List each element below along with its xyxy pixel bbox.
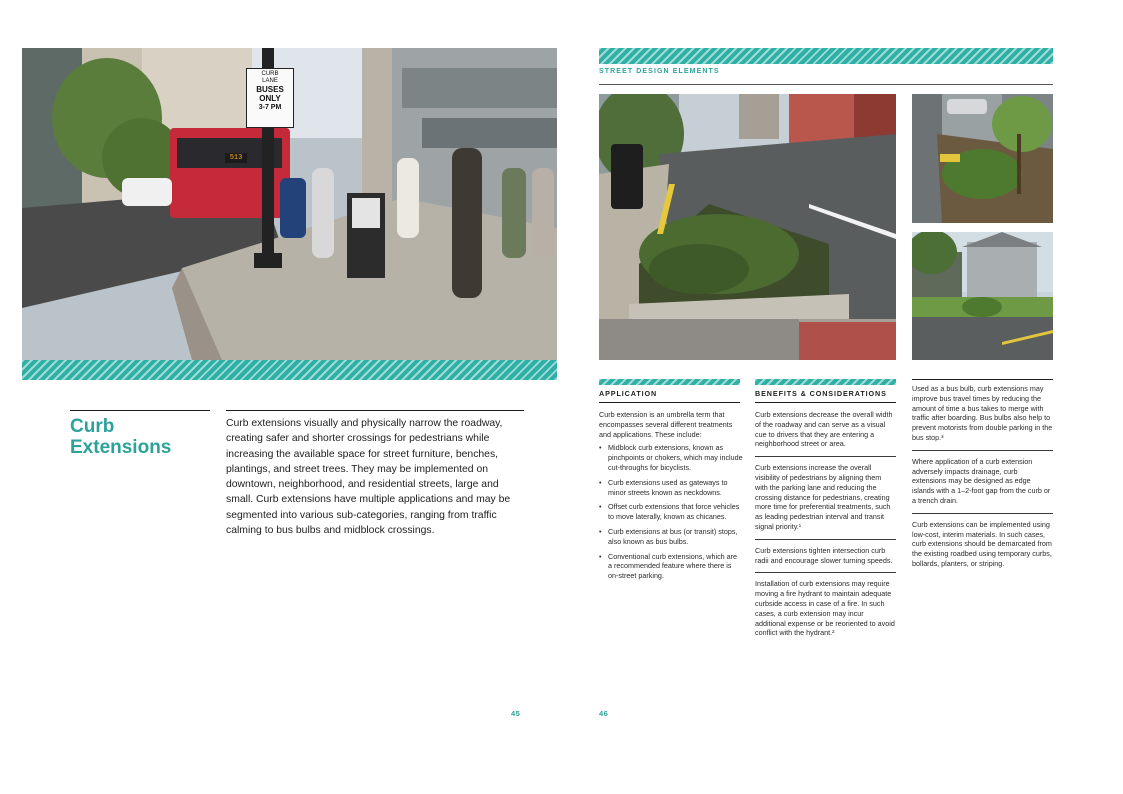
header-hatch-band	[599, 48, 1053, 64]
benefits-heading: BENEFITS & CONSIDERATIONS	[755, 389, 887, 398]
page-number-right: 46	[599, 709, 609, 718]
application-item: • Curb extensions used as gateways to minor streets known as neckdowns.	[599, 478, 743, 498]
bus-bulb-planting-photo	[912, 94, 1053, 223]
benefits-column	[755, 410, 896, 638]
benefits-paragraph: Installation of curb extensions may require moving a fire hydrant to maintain adequate curbside access in case of a fire. In such cases, a curb extension may incur additional expense or be reoriented to avoid conflict with the hydrant.²	[755, 579, 895, 638]
application-item: • Midblock curb extensions, known as pinchpoints or chokers, which may include cut-throughs for bicyclists.	[599, 443, 743, 472]
application-rule	[599, 402, 740, 403]
photo-hatch-band	[22, 360, 557, 380]
residential-curb-extension-photo	[912, 232, 1053, 360]
curb-extension-planting-photo	[599, 94, 896, 360]
section-label: STREET DESIGN ELEMENTS	[599, 68, 720, 75]
benefits-paragraph: Curb extensions decrease the overall width of the roadway and can serve as a visual cue to drivers that they are entering a neighborhood street or area.	[755, 410, 893, 449]
third-column-separator	[912, 450, 1053, 451]
bus-lane-sign	[246, 68, 294, 128]
application-item: • Offset curb extensions that force vehicles to move laterally, known as chicanes.	[599, 502, 743, 522]
application-list	[599, 443, 743, 581]
application-item: • Conventional curb extensions, which are a recommended feature where there is on-street parking.	[599, 552, 743, 581]
sign-line1: CURB	[261, 71, 279, 77]
benefits-separator	[755, 572, 896, 573]
application-hatch	[599, 379, 740, 385]
benefits-separator	[755, 539, 896, 540]
third-column-paragraph: Used as a bus bulb, curb extensions may improve bus travel times by reducing the amount of time a bus takes to merge with traffic after boarding. Bus bulbs also help to prevent motorists from double parking in the bus stop.³	[912, 384, 1053, 442]
sign-line5: 3-7 PM	[258, 104, 282, 111]
third-column-separator	[912, 513, 1053, 514]
title-line-1: Curb	[70, 416, 115, 437]
title-line-2: Extensions	[70, 437, 172, 458]
application-item: • Curb extensions at bus (or transit) stops, also known as bus bulbs.	[599, 527, 743, 547]
benefits-hatch	[755, 379, 896, 385]
page-title	[70, 416, 171, 458]
benefits-separator	[755, 456, 896, 457]
title-rule	[70, 410, 210, 411]
sign-line3: BUSES	[256, 85, 284, 94]
intro-body-text: Curb extensions visually and physically narrow the roadway, creating safer and shorter crossings for pedestrians while increasing the available space for street furniture, benches, plantings, and street trees. They may be implemented on downtown, neighborhood, and residential streets, large and small. Curb extensions have multiple applications and may be segmented into various sub-categories, ranging from traffic calming to bus bulbs and midblock crossings.	[226, 418, 511, 537]
third-column-rule	[912, 379, 1053, 380]
application-heading: APPLICATION	[599, 389, 658, 398]
third-column-paragraph: Where application of a curb extension adversely impacts drainage, curb extensions may be designed as edge islands with a 1–2-foot gap from the curb or a trench drain.	[912, 456, 1051, 505]
page-number-left: 45	[511, 709, 521, 718]
benefits-paragraph: Curb extensions tighten intersection curb radii and encourage slower turning speeds.	[755, 545, 893, 565]
sign-line2: LANE	[262, 78, 278, 84]
sign-line4: ONLY	[259, 94, 281, 103]
application-column	[599, 410, 743, 586]
third-column-paragraph: Curb extensions can be implemented using low-cost, interim materials. In such cases, curb extensions should be demarcated from the existing roadbed using temporary curbs, bollards, planters, or striping.	[912, 519, 1052, 568]
bus-bulb-street-photo	[22, 48, 557, 360]
body-rule	[226, 410, 524, 411]
bus-route-display: 513	[225, 153, 247, 163]
benefits-rule	[755, 402, 896, 403]
application-intro: Curb extension is an umbrella term that encompasses several different treatments and applications. These include:	[599, 410, 733, 439]
header-rule	[599, 84, 1053, 85]
benefits-paragraph: Curb extensions increase the overall visibility of pedestrians by aligning them with the parking lane and reducing the crossing distance for pedestrians, creating more time for preferential treatments, such as leading pedestrian interval and transit signal priority.¹	[755, 463, 891, 531]
third-column	[912, 384, 1053, 569]
